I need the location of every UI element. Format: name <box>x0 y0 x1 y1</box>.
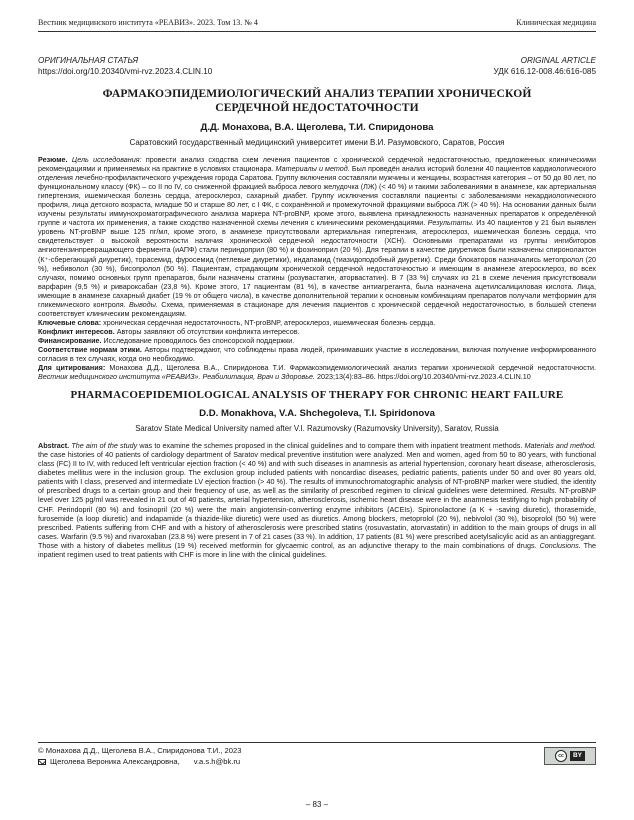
title-ru: ФАРМАКОЭПИДЕМИОЛОГИЧЕСКИЙ АНАЛИЗ ТЕРАПИИ ХРОНИЧЕСКОЙ СЕРДЕЧНОЙ НЕДОСТАТОЧНОСТИ <box>102 87 532 114</box>
abstract-label-en: Abstract. <box>38 441 70 451</box>
ethics-ru <box>38 345 596 363</box>
results-text-en: NT-proBNP level over 125 pg/ml was revealed in 21 out of 40 patients, arterial hypertension, atherosclerosis, ischemic heart disease were in the anamnesis testifying to high probability of CHF. Perindopril (80 %) and fosinopril (20 %) were the main angiotensin-converting enzyme inhibitors (ACEIs). Spironolactone (a K + -saving diuretic), thorasemide, furosemide (a loop diuretic) and indapamide (a thiazide-like diuretic) were used as diuretics. Among blockers, metoprolol (20 %), nebivolol (30 %), bisoprolol (50 %) were prescribed. Patients suffering from CHF and with a history of atherosclerosis were prescribed statins (rosuvastatin, atorvastatin) in addition to the main groups of drugs in all cases. Warfarin (9.5 %) and rivaroxaban (23.8 %) were present in 7 of 21 cases (33 %). In addition, 17 patients (81 %) were prescribed acetylsalicylic acid as an antiaggregant. Those with a history of diabetes mellitus (19 %) received metformin for glycaemic control, as an adjunctive therapy to the main combinations of drugs. <box>38 486 596 550</box>
citation-text: Монахова Д.Д., Щеголева В.А., Спиридонова Т.И. Фармакоэпидемиологический анализ терапии хронической сердечной недостаточности. <box>105 363 596 373</box>
citation-journal: Вестник медицинского института «РЕАВИЗ». Реабилитация, Врач и Здоровье. <box>38 372 316 382</box>
results-label-en: Results. <box>530 486 557 496</box>
abstract-ru <box>38 155 596 381</box>
envelope-icon <box>38 759 46 765</box>
article-meta <box>38 56 596 77</box>
title-en: PHARMACOEPIDEMIOLOGICAL ANALYSIS OF THERAPY FOR CHRONIC HEART FAILURE <box>70 389 564 402</box>
footer <box>38 742 596 767</box>
aim-label-ru: Цель исследования: <box>71 155 142 164</box>
aim-text-en: was to examine the schemes proposed in the clinical guidelines and to compare them with inpatient treatment methods. <box>137 441 525 451</box>
methods-text-en: the case histories of 40 patients of cardiology department of Saratov medical preventive institution were analyzed. Men and women, aged from 50 to 80 years, with functional class (FC) II to IV, with reduced left ventricular ejection fraction (< 40 %) and with such diseases in anamnesis as arterial hypertension, coronary heart disease, atherosclerosis, diabetes mellitus were in the inclusion group. The exclusion group included patients with noncardiac diseases, pediatric patients, patients under 50 and over 80 years old, patients with I class, preserved and intermediate LV ejection fraction (> 40 %). The results of immunochromatographic analysis of NT-proBNP marker were studied, the identity of prescribed drugs to a certain group and their frequency of use, as well as the similarity of prescribed regimen to clinical guidelines were determined. <box>38 450 596 496</box>
conclusions-label-en: Conclusions. <box>539 540 581 550</box>
conflict-text: Авторы заявляют об отсутствии конфликта интересов. <box>114 326 300 336</box>
cc-by-license-badge[interactable] <box>544 747 596 765</box>
affiliation-ru: Саратовский государственный медицинский университет имени В.И. Разумовского, Саратов, Россия <box>129 138 505 147</box>
keywords-text: хроническая сердечная недостаточность, NT-proBNP, атеросклероз, ишемическая болезнь сердца. <box>101 317 436 327</box>
contact-name: Щеголева Вероника Александровна, <box>50 756 180 766</box>
funding-text: Исследование проводилось без спонсорской поддержки. <box>101 335 295 345</box>
funding-label: Финансирование. <box>38 335 102 345</box>
keywords-ru <box>38 318 596 327</box>
citation-label: Для цитирования: <box>38 363 106 373</box>
cc-icon: cc <box>555 750 567 762</box>
results-label-ru: Результаты. <box>427 218 474 228</box>
methods-label-ru: Материалы и метод. <box>275 164 350 174</box>
conclusions-text-en: The inpatient regimen used to treat patients with CHF is more in line with the clinical guidelines. <box>38 540 596 559</box>
ethics-label: Соответствие нормам этики. <box>38 344 142 354</box>
running-head <box>38 0 596 32</box>
aim-label-en: The aim of the study <box>71 441 138 451</box>
meta-right <box>493 56 596 77</box>
results-text-ru: Из 40 пациентов у 21 был выявлен уровень NT-proBNP выше 125 пг/мл, кроме этого, в анамнезе присутствовали артериальная гипертензия, атеросклероз, ишемическая болезнь сердца, что свидетельствует о высокой вероятности наличия хронической сердечной недостаточности (ХСН). Основными препаратами из группы ингибиторов ангиотензинпревращающего фермента (иАПФ) стали периндоприл (80 %) и фозиноприл (20 %). Для терапии в качестве диуретиков были назначены спиронолактон (К⁺-сберегающий диуретик), торасемид, фуросемид (петлевые диуретики), индапамид (тиазидоподобный диуретик). Среди блокаторов назначались метопролол (20 %), небиволол (30 %), бисопролол (50 %). Пациентам, страдающим хронической сердечной недостаточностью и имеющим в анамнезе атеросклероз, во всех случаях, помимо основных групп препаратов, были назначены статины (розувастатин, аторвастатин). В 7 (33 %) случаях из 21 в схеме лечения присутствовали варфарин (9,5 %) и ривароксабан (23,8 %). Кроме этого, 17 пациентам (81 %), в качестве антиагреганта, была назначена ацетилсалициловая кислота. Лица, имеющие в анамнезе сахарный диабет (19 % от общего числа), в качестве дополнительной терапии к основным комбинациям препаратов получали метформин для гликемического контроля. <box>38 218 596 309</box>
journal-section: Клиническая медицина <box>516 18 596 27</box>
page-number: – 83 – <box>305 800 329 809</box>
abstract-en <box>38 441 596 559</box>
authors-en: D.D. Monakhova, V.A. Shchegoleva, T.I. Spiridonova <box>199 408 435 420</box>
contact-email[interactable]: v.a.s.h@bk.ru <box>193 756 241 766</box>
citation-tail: 2023;13(4):83–86. https://doi.org/10.20340/vmi-rvz.2023.4.CLIN.10 <box>315 372 531 382</box>
aim-text-ru: провести анализ сходства схем лечения пациентов с хронической сердечной недостаточностью, предложенных клиническими рекомендациями и применяемых на практике в условиях стационара. <box>38 155 596 174</box>
conflict-label: Конфликт интересов. <box>38 326 115 336</box>
article-type-en: ORIGINAL ARTICLE <box>520 56 596 65</box>
citation-ru <box>38 363 596 381</box>
doi-link[interactable]: https://doi.org/10.20340/vmi-rvz.2023.4.CLIN.10 <box>38 66 213 76</box>
article-type-ru: ОРИГИНАЛЬНАЯ СТАТЬЯ <box>38 56 139 65</box>
conclusions-label-ru: Выводы. <box>128 299 158 309</box>
ethics-text: Авторы подтверждают, что соблюдены права людей, принимавших участие в исследовании, включая получение информированного согласия в тех случаях, когда оно необходимо. <box>38 344 596 364</box>
methods-text-ru: Был проведён анализ историй болезни 40 пациентов кардиологического отделения лечебно-профилактического учреждения города Саратова. Группу включения составляли мужчины и женщины, возрастная категория – от 50 до 80 лет, по функциональному классу (ФК) – со II по IV, со сниженной фракцией выброса левого желудочка (ЛЖ) (< 40 %) и такими заболеваниями в анамнезе, как артериальная гипертензия, ишемическая болезнь сердца, атеросклероз, сахарный диабет. Группу исключения составляли пациенты с заболеваниями некардиологического профиля, лица детского возраста, младше 50 и старше 80 лет, с I ФК, с сохранённой и промежуточной фракциями выброса ЛЖ (> 40 %). На основании данных были изучены результаты иммунохроматографического анализа маркера NT-proBNP, кроме этого, выявлена принадлежность назначенных препаратов к определённой группе и частота их применения, а также сходство назначенной схемы лечения с клиническими рекомендациями. <box>38 164 596 228</box>
keywords-label: Ключевые слова: <box>38 317 102 327</box>
conflict-ru <box>38 327 596 336</box>
meta-left <box>38 56 212 77</box>
udc-code: УДК 616.12-008.46:616-085 <box>493 66 596 76</box>
methods-label-en: Materials and method. <box>524 441 597 451</box>
affiliation-en: Saratov State Medical University named after V.I. Razumovsky (Razumovsky University), Saratov, Russia <box>135 424 499 434</box>
conclusions-text-ru: Схема, применяемая в стационаре для лечения пациентов с хронической сердечной недостаточностью, в большей степени соответствует клиническим рекомендациям. <box>38 299 596 318</box>
journal-name: Вестник медицинского института «РЕАВИЗ». 2023. Том 13. № 4 <box>38 18 258 27</box>
cc-by-label: BY <box>570 751 585 761</box>
copyright: © Монахова Д.Д., Щеголева В.А., Спиридонова Т.И., 2023 <box>38 746 242 755</box>
funding-ru <box>38 336 596 345</box>
authors-ru: Д.Д. Монахова, В.А. Щеголева, Т.И. Спиридонова <box>200 122 434 133</box>
contact-line <box>38 757 596 768</box>
abstract-label-ru: Резюме. <box>38 155 68 164</box>
